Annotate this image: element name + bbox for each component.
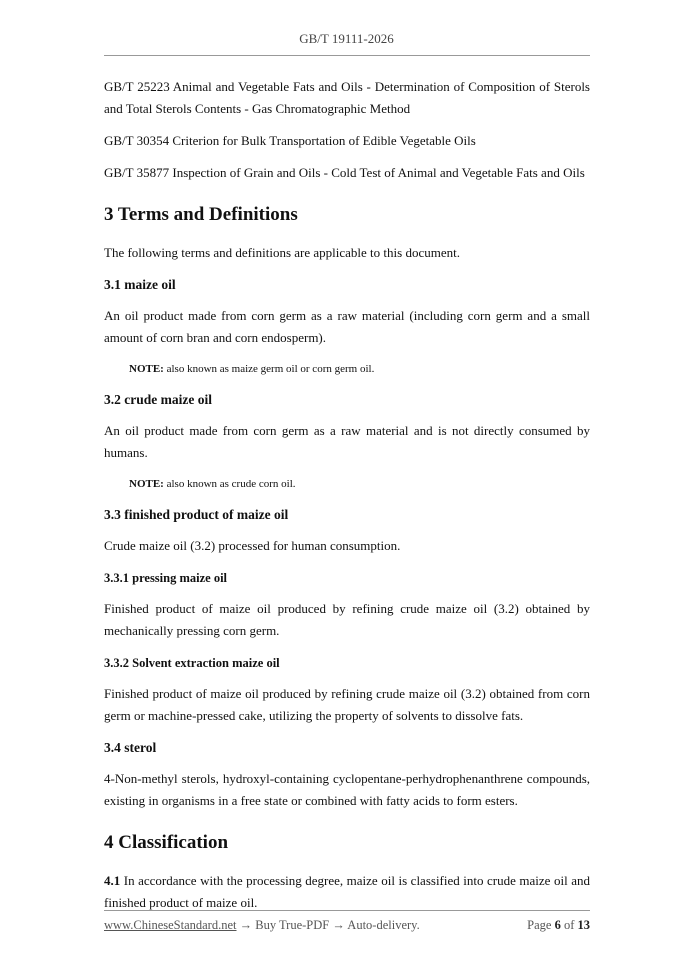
note-label: NOTE: bbox=[129, 363, 164, 375]
section-4-title: 4 Classification bbox=[104, 832, 229, 853]
note-text: also known as crude corn oil. bbox=[163, 478, 296, 490]
term-3-2-note bbox=[129, 474, 590, 494]
note-label: NOTE: bbox=[129, 478, 164, 490]
page-indicator bbox=[527, 918, 590, 933]
current-page: 6 bbox=[554, 918, 561, 932]
term-3-3-2-definition: Finished product of maize oil produced by refining crude maize oil (3.2) obtained from corn germ or machine-pressed cake, utilizing the property of solvents to dissolve fats. bbox=[104, 686, 590, 723]
reference-gbt-35877: GB/T 35877 Inspection of Grain and Oils - Cold Test of Animal and Vegetable Fats and Oils bbox=[104, 165, 585, 180]
section-3-intro: The following terms and definitions are applicable to this document. bbox=[104, 245, 460, 260]
term-3-1-definition: An oil product made from corn germ as a raw material (including corn germ and a small amount of corn bran and corn endosperm). bbox=[104, 308, 590, 345]
clause-4-1 bbox=[104, 870, 590, 914]
page-footer bbox=[104, 918, 590, 933]
term-3-1-note bbox=[129, 359, 590, 379]
footer-left bbox=[104, 918, 420, 933]
clause-text: In accordance with the processing degree, maize oil is classified into crude maize oil and finished product of maize oil. bbox=[104, 873, 590, 910]
term-3-3-heading: 3.3 finished product of maize oil bbox=[104, 507, 289, 522]
reference-gbt-25223: GB/T 25223 Animal and Vegetable Fats and Oils - Determination of Composition of Sterols and Total Sterols Contents - Gas Chromatographic Method bbox=[104, 79, 590, 116]
term-3-4-definition: 4-Non-methyl sterols, hydroxyl-containing cyclopentane-perhydrophenanthrene compounds, existing in organisms in a free state or combined with fatty acids to form esters. bbox=[104, 771, 590, 808]
footer-divider bbox=[104, 910, 590, 911]
term-3-2-definition: An oil product made from corn germ as a raw material and is not directly consumed by humans. bbox=[104, 423, 590, 460]
term-3-3-2-heading: 3.3.2 Solvent extraction maize oil bbox=[104, 656, 280, 670]
of-word: of bbox=[560, 918, 578, 932]
term-3-1-heading: 3.1 maize oil bbox=[104, 277, 176, 292]
total-pages: 13 bbox=[577, 918, 590, 932]
running-header: GB/T 19111-2026 bbox=[299, 31, 394, 46]
page-word: Page bbox=[527, 918, 555, 932]
footer-tagline: → Buy True-PDF → Auto-delivery. bbox=[236, 918, 420, 932]
reference-gbt-30354: GB/T 30354 Criterion for Bulk Transportation of Edible Vegetable Oils bbox=[104, 133, 476, 148]
term-3-3-1-heading: 3.3.1 pressing maize oil bbox=[104, 571, 228, 585]
term-3-3-definition: Crude maize oil (3.2) processed for human consumption. bbox=[104, 538, 401, 553]
clause-number: 4.1 bbox=[104, 873, 121, 888]
note-text: also known as maize germ oil or corn germ oil. bbox=[163, 363, 375, 375]
page-content bbox=[104, 76, 590, 924]
term-3-3-1-definition: Finished product of maize oil produced by refining crude maize oil (3.2) obtained by mechanically pressing corn germ. bbox=[104, 601, 590, 638]
header-divider bbox=[104, 55, 590, 56]
term-3-4-heading: 3.4 sterol bbox=[104, 740, 157, 755]
section-3-title: 3 Terms and Definitions bbox=[104, 204, 298, 225]
site-link[interactable]: www.ChineseStandard.net bbox=[104, 918, 237, 932]
term-3-2-heading: 3.2 crude maize oil bbox=[104, 392, 212, 407]
